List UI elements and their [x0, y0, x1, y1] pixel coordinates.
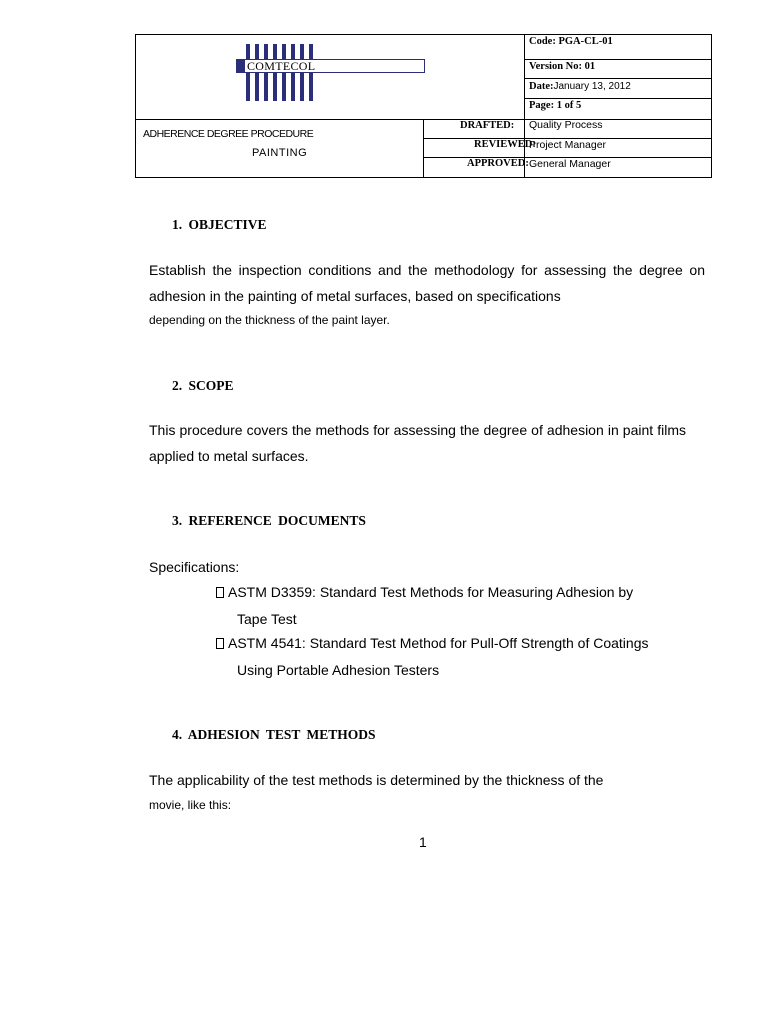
drafted-value: Quality Process: [529, 119, 603, 131]
company-logo: [236, 44, 426, 102]
checkbox-bullet-icon: [216, 638, 224, 649]
reference-item: [216, 631, 684, 657]
page-count: Page: 1 of 5: [529, 100, 582, 111]
scope-paragraph: This procedure covers the methods for assessing the degree of adhesion in paint films applied to metal surfaces.: [149, 422, 686, 464]
specifications-intro: Specifications:: [149, 559, 240, 575]
reference-item-text: ASTM 4541: Standard Test Method for Pull-Off Strength of Coatings: [228, 635, 649, 651]
reviewed-value: Project Manager: [529, 139, 607, 151]
version-number: Version No: 01: [529, 61, 596, 72]
reference-item-continuation: Using Portable Adhesion Testers: [237, 662, 440, 678]
section-heading-methods: 4. ADHESION TEST METHODS: [172, 727, 376, 742]
objective-paragraph: Establish the inspection conditions and the methodology for assessing the degree on adhesion in the painting of metal surfaces, based on specifications: [149, 262, 705, 304]
section-heading-scope: 2. SCOPE: [172, 378, 234, 393]
approved-label: APPROVED:: [467, 158, 529, 169]
date-value: January 13, 2012: [553, 81, 631, 92]
reference-item: [216, 580, 684, 606]
header-divider: [524, 78, 712, 79]
drafted-label: DRAFTED:: [460, 120, 515, 131]
date-label: Date:: [529, 81, 554, 92]
reference-item-text: ASTM D3359: Standard Test Methods for Measuring Adhesion by: [228, 584, 634, 600]
approved-value: General Manager: [529, 158, 611, 170]
logo-text: COMTECOL: [247, 59, 316, 73]
methods-paragraph: The applicability of the test methods is determined by the thickness of the: [149, 772, 604, 788]
header-divider: [423, 119, 424, 178]
reviewed-label: REVIEWED:: [474, 139, 536, 150]
procedure-subtitle: PAINTING: [252, 147, 308, 159]
document-code: Code: PGA-CL-01: [529, 36, 613, 47]
methods-note: movie, like this:: [149, 798, 232, 812]
section-heading-references: 3. REFERENCE DOCUMENTS: [172, 513, 366, 528]
objective-note: depending on the thickness of the paint layer.: [149, 313, 390, 327]
checkbox-bullet-icon: [216, 587, 224, 598]
procedure-title: ADHERENCE DEGREE PROCEDURE: [143, 128, 314, 140]
reference-item-continuation: Tape Test: [237, 611, 297, 627]
section-heading-objective: 1. OBJECTIVE: [172, 217, 267, 232]
page-number: 1: [419, 834, 427, 850]
document-date: [529, 80, 631, 93]
